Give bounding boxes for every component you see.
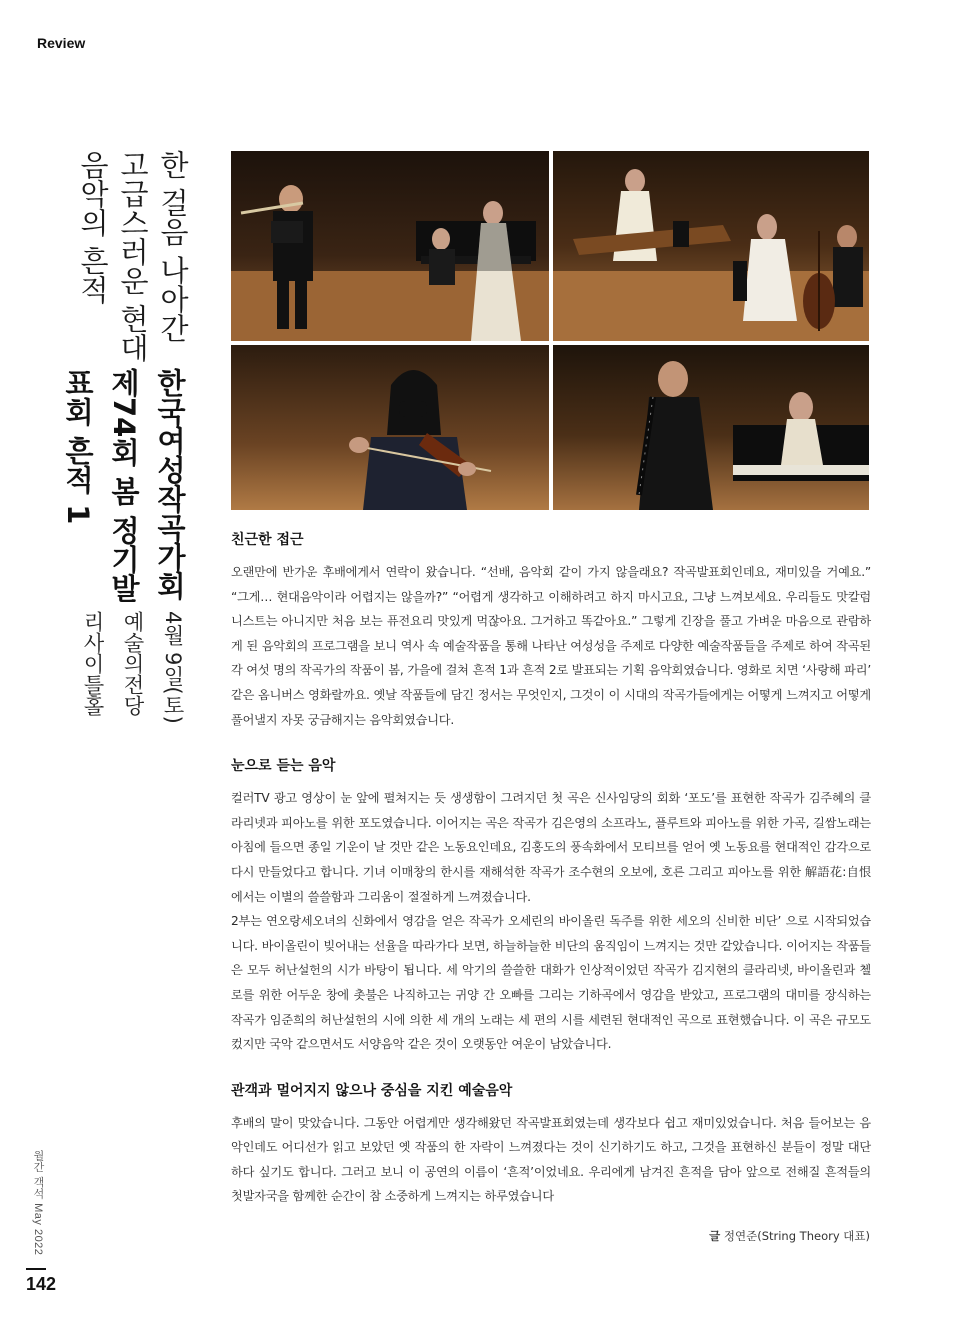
byline-author: 정연준(String Theory 대표) xyxy=(723,1229,870,1243)
section-heading: 관객과 멀어지지 않으나 중심을 지킨 예술음악 xyxy=(231,1082,513,1099)
section-label: Review xyxy=(37,35,86,51)
photo-gayageum-cello xyxy=(553,151,869,341)
article-title xyxy=(55,150,193,740)
magazine-footer: 월간 객석 May 2022 xyxy=(32,1150,44,1256)
article-section xyxy=(231,754,871,1057)
photo-violinist xyxy=(231,345,549,510)
article-section xyxy=(231,1079,871,1209)
section-heading: 눈으로 듣는 음악 xyxy=(231,758,336,775)
title-line-3: 4월 9일(토) 예술의전당 리사이틀홀 xyxy=(81,610,185,724)
paragraph: 컬러TV 광고 영상이 눈 앞에 펼쳐지는 듯 생생함이 그려지던 첫 곡은 신사임당의 회화 ‘포도’를 표현한 작곡가 김주혜의 클라리넷과 피아노를 위한 포도였습니다. 이어지는 곡은 작곡가 김은영의 소프라노, 플루트와 피아노를 위한 가곡, 길쌈노래는 아침에 들으면 종일 기운이 날 것만 같은 노동요인데요, 김홍도의 풍속화에서 모티브를 얻어 옛 노동요를 현대적인 감각으로 다시 만들었다고 합니다. 기녀 이매창의 한시를 재해석한 작곡가 조수현의 오보에, 호른 그리고 피아노를 위한 解語花:自恨 에서는 이별의 쓸쓸함과 그리움이 절절하게 느껴졌습니다. xyxy=(231,791,871,904)
byline-prefix: 글 xyxy=(709,1229,721,1243)
article-section xyxy=(231,528,871,732)
byline xyxy=(709,1228,870,1244)
paragraph: 2부는 연오랑세오녀의 신화에서 영감을 얻은 작곡가 오세린의 바이올린 독주를 위한 세오의 신비한 비단’ 으로 시작되었습니다. 바이올린이 빚어내는 선율을 따라가다 보면, 하늘하늘한 비단의 움직임이 느껴지는 것만 같았습니다. 이어지는 작품들은 모두 허난설헌의 시가 바탕이 됩니다. 세 악기의 쓸쓸한 대화가 인상적이었던 작곡가 김지현의 클라리넷, 바이올린과 첼로를 위한 어두운 창에 촛불은 나직하고는 귀양 간 오빠를 그리는 기하곡에서 영감을 받았고, 프로그램의 대미를 장식하는 작곡가 임준희의 허난설헌의 시에 의한 세 개의 노래는 세 편의 시를 세련된 현대적인 곡으로 표현했습니다. 이 곡은 규모도 컸지만 국악 같으면서도 서양음악 같은 것이 오랫동안 여운이 남았습니다. xyxy=(231,914,871,1052)
article-body xyxy=(231,528,871,1231)
paragraph: 오랜만에 반가운 후배에게서 연락이 왔습니다. “선배, 음악회 같이 가지 않을래요? 작곡발표회인데요, 재미있을 거예요.” “그게… 현대음악이라 어렵지는 않을까?” “어렵게 생각하고 이해하려고 하지 마시고요, 그냥 느껴보세요. 우리들도 맛칼럼니스트는 아니지만 처음 보는 퓨전요리 맛있게 먹잖아요. 그거하고 똑같아요.” 그렇게 긴장을 풀고 가벼운 마음으로 관람하게 된 음악회의 프로그램을 보니 역사 속 예술작품을 통해 나타난 여성성을 주제로 다양한 예술작품들을 주제로 하여 작곡된 각 여섯 명의 작곡가의 작품이 봄, 가을에 걸쳐 흔적 1과 흔적 2로 발표되는 기획 음악회였습니다. 영화로 치면 ‘사랑해 파리’ 같은 옴니버스 영화랄까요. 옛날 작품들에 담긴 정서는 무엇인지, 그것이 이 시대의 작곡가들에게는 어떻게 느껴지고 어떻게 풀어낼지 자못 궁금해지는 음악회였습니다. xyxy=(231,565,871,727)
title-line-1: 한 걸음 나아간 고급스러운 현대음악의 흔적 xyxy=(76,150,190,363)
photo-clarinet-piano xyxy=(553,345,869,510)
page-number-rule xyxy=(26,1268,46,1270)
title-line-2: 한국여성작곡가회 제74회 봄 정기발표회 흔적 1 xyxy=(61,368,187,603)
page-number: 142 xyxy=(26,1274,57,1294)
paragraph: 후배의 말이 맞았습니다. 그동안 어렵게만 생각해왔던 작곡발표회였는데 생각보다 쉽고 재미있었습니다. 처음 들어보는 음악인데도 어디선가 읽고 보았던 옛 작품의 한 자락이 느껴졌다는 것이 신기하기도 하고, 그것을 표현하신 분들이 정말 대단하다 싶기도 합니다. 그러고 보니 이 공연의 이름이 ‘흔적’이었네요. 우리에게 남겨진 흔적을 담아 앞으로 전해질 흔적들의 첫발자국을 함께한 순간이 참 소중하게 느껴지는 하루였습니다 xyxy=(231,1115,871,1204)
section-heading: 친근한 접근 xyxy=(231,532,304,548)
photo-grid xyxy=(231,151,869,510)
photo-flute-soprano-piano xyxy=(231,151,549,341)
